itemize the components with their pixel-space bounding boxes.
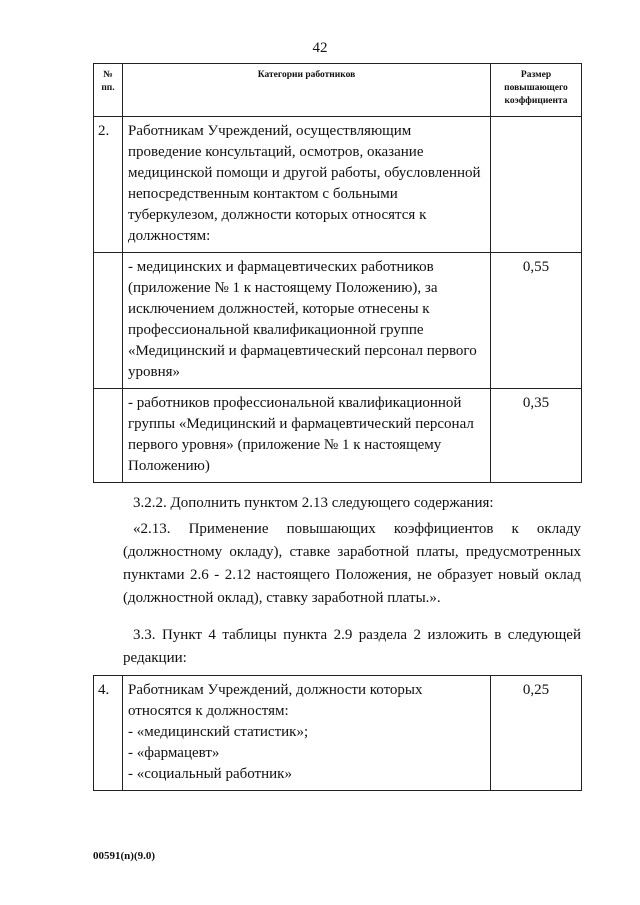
paragraph-3-2-2: 3.2.2. Дополнить пунктом 2.13 следующего содержания:: [133, 495, 494, 511]
row-category: Работникам Учреждений, должности которых относятся к должностям: - «медицинский статистик»; - «фармацевт» - «социальный работник»: [123, 676, 491, 791]
header-num: № пп.: [94, 64, 123, 117]
row-category: - медицинских и фармацевтических работников (приложение № 1 к настоящему Положению), за исключением должностей, которые отнесены к профессиональной квалификационной группе «Медицинский и фармацевтический персонал первого уровня»: [123, 253, 491, 389]
row-coefficient: 0,25: [491, 676, 582, 791]
table-row: [94, 676, 582, 791]
row-num: 4.: [94, 676, 123, 791]
row-num: 2.: [94, 117, 123, 253]
document-code: 00591(n)(9.0): [93, 850, 156, 862]
row-num: [94, 389, 123, 483]
table-row: [94, 389, 582, 483]
replacement-table: [93, 675, 582, 791]
row-num: [94, 253, 123, 389]
coefficients-table: [93, 63, 582, 483]
header-category: Категории работников: [123, 64, 491, 117]
paragraph-3-3: 3.3. Пункт 4 таблицы пункта 2.9 раздела 2 изложить в следующей редакции:: [123, 627, 581, 666]
row-coefficient: 0,55: [491, 253, 582, 389]
page-number: 42: [312, 40, 328, 56]
row-category: Работникам Учреждений, осуществляющим проведение консультаций, осмотров, оказание медицинской помощи и другой работы, обусловленной непосредственным контактом с больными туберкулезом, должности которых относятся к должностям:: [123, 117, 491, 253]
header-coefficient: Размер повышающего коэффициента: [491, 64, 582, 117]
row-coefficient: 0,35: [491, 389, 582, 483]
paragraph-2-13: «2.13. Применение повышающих коэффициентов к окладу (должностному окладу), ставке заработной платы, предусмотренных пунктами 2.6 - 2.12 настоящего Положения, не образует новый оклад (должностной оклад), ставку заработной платы.».: [123, 521, 581, 606]
row-coefficient: [491, 117, 582, 253]
table-header-row: [94, 64, 582, 117]
table-row: [94, 253, 582, 389]
table-row: [94, 117, 582, 253]
row-category: - работников профессиональной квалификационной группы «Медицинский и фармацевтический персонал первого уровня» (приложение № 1 к настоящему Положению): [123, 389, 491, 483]
